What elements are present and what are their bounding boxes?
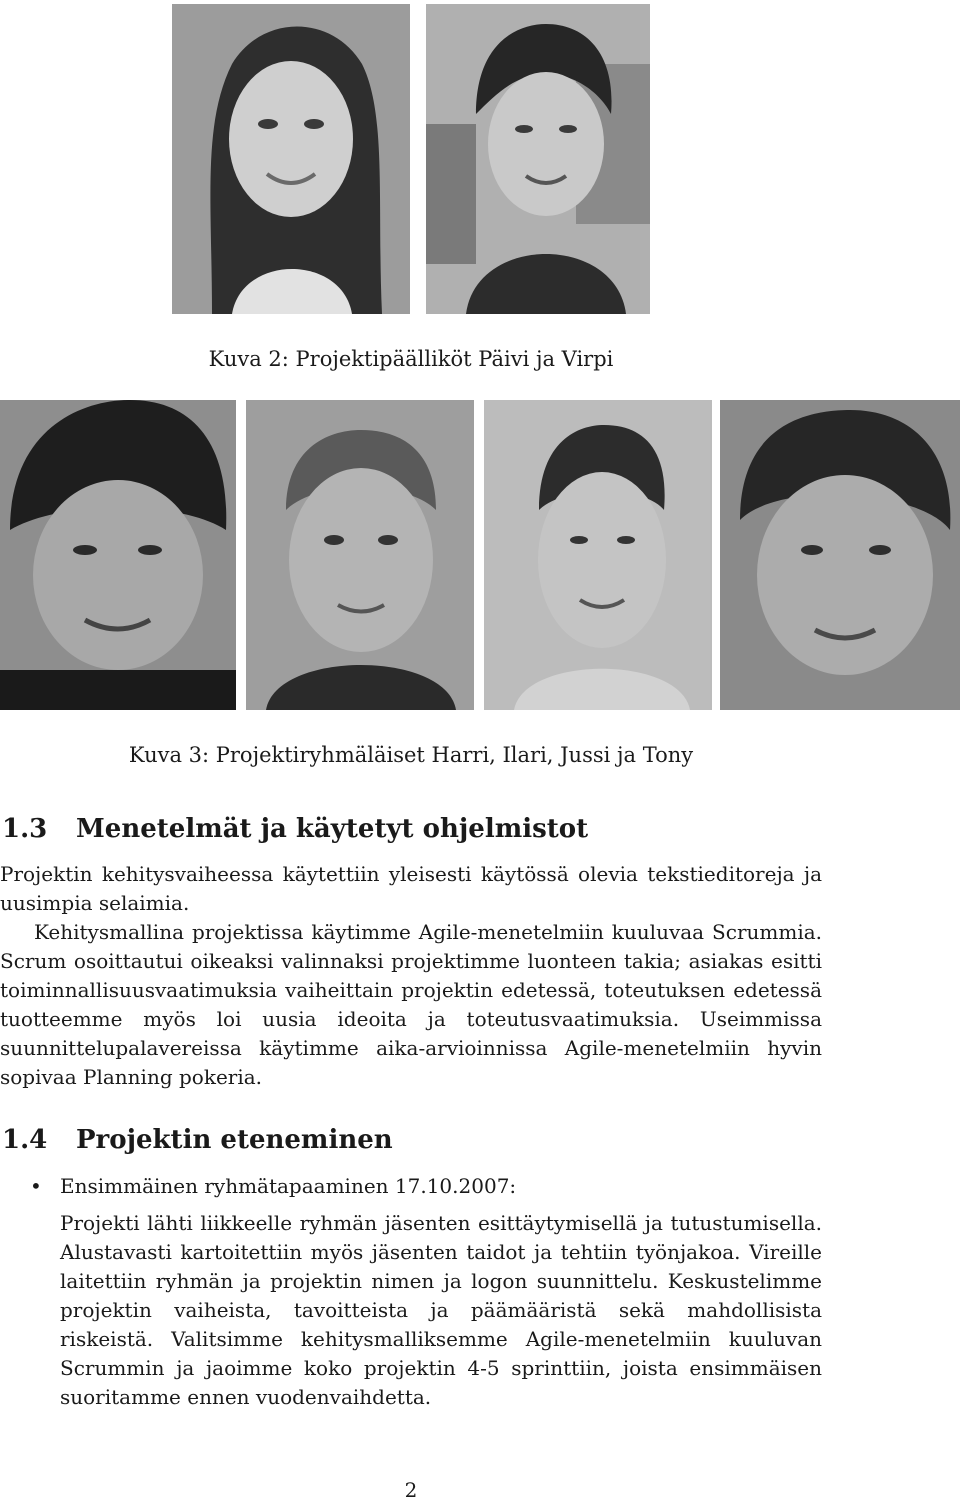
section-title: Projektin eteneminen [76, 1125, 393, 1155]
photo-virpi [426, 4, 650, 314]
paragraph-text: Kehitysmallina projektissa käytimme Agile-menetelmiin kuuluvaa Scrummia. Scrum osoittautui oikeaksi valinnaksi projektimme luonteen takia; asiakas esitti toiminnallisuusvaatimuksia vaiheittain projektin edetessä, toteutuksen edetessä tuotteemme myös loi uusia ideoita ja toteutusvaatimuksia. Useimmissa suunnittelupalavereissa käytimme aika-arvioinnissa Agile-menetelmiin hyvin sopivaa Planning pokeria. [0, 920, 822, 1089]
paragraph-tools [0, 860, 822, 918]
photo-paivi [172, 4, 410, 314]
paragraph-scrum [0, 918, 822, 1092]
section-title: Menetelmät ja käytetyt ohjelmistot [76, 814, 589, 844]
section-heading-1-3 [2, 813, 588, 845]
photo-ilari [246, 400, 474, 710]
section-number: 1.4 [2, 1125, 48, 1155]
photo-tony [720, 400, 960, 710]
figure-3-caption: Kuva 3: Projektiryhmäläiset Harri, Ilari, Jussi ja Tony [128, 743, 694, 767]
photo-harri [0, 400, 236, 710]
paragraph-text: Projektin kehitysvaiheessa käytettiin yleisesti käytössä olevia tekstieditoreja ja uusimpia selaimia. [0, 862, 822, 915]
page-number: 2 [404, 1478, 418, 1502]
photo-jussi [484, 400, 712, 710]
list-item-label: Ensimmäinen ryhmätapaaminen 17.10.2007: [60, 1174, 517, 1198]
figure-2-caption: Kuva 2: Projektipäälliköt Päivi ja Virpi [208, 347, 614, 371]
list-item-body: Projekti lähti liikkeelle ryhmän jäsenten esittäytymisellä ja tutustumisella. Alustavasti kartoitettiin myös jäsenten taidot ja tehtiin työnjakoa. Vireille laitettiin ryhmän ja projektin nimen ja logon suunnittelu. Keskustelimme projektin vaiheista, tavoitteista ja päämääristä sekä mahdollisista riskeistä. Valitsimme kehitysmalliksemme Agile-menetelmiin kuuluvan Scrummin ja jaoimme koko projektin 4-5 sprinttiin, joista ensimmäisen suoritamme ennen vuodenvaihdetta. [60, 1211, 822, 1409]
section-heading-1-4 [2, 1124, 393, 1156]
bullet-icon: • [30, 1174, 42, 1198]
section-number: 1.3 [2, 814, 48, 844]
